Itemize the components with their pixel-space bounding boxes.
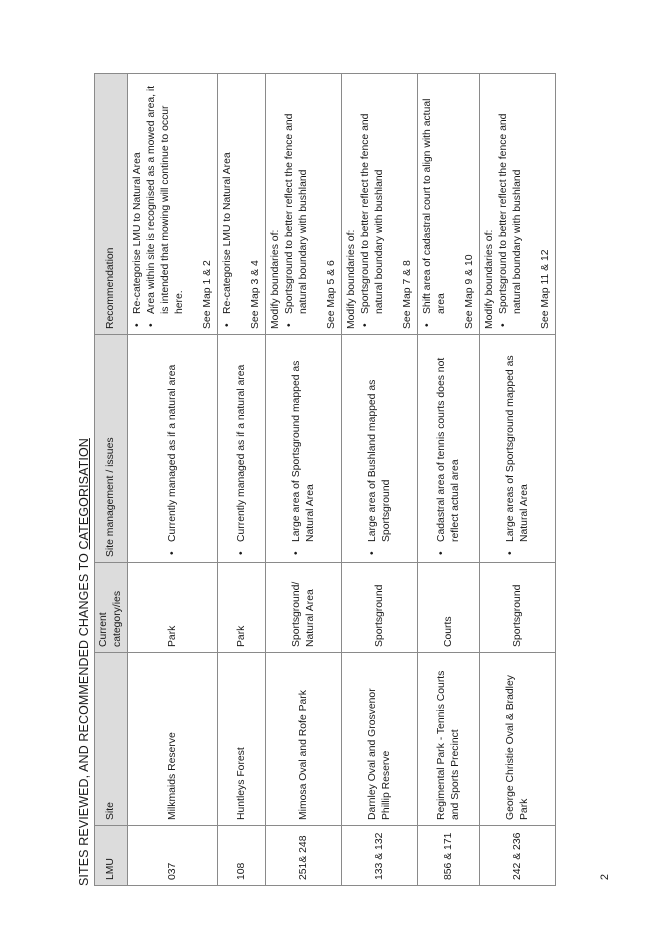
cell-category: Park [218, 563, 266, 653]
title-text: SITES REVIEWED, AND RECOMMENDED CHANGES TO [77, 549, 91, 886]
issues-list [504, 340, 532, 557]
cell-site: Darnley Oval and Grosvenor Phillip Reserve [342, 653, 418, 826]
cell-issues [342, 335, 418, 563]
see-map-ref: See Map 7 & 8 [402, 260, 413, 329]
rec-list [221, 79, 235, 329]
rec-list [131, 79, 187, 329]
issue-item: • Large area of Bushland mapped as Sportsground [366, 340, 394, 542]
see-map-ref: See Map 3 & 4 [250, 260, 261, 329]
header-row [95, 74, 128, 886]
rec-item: • Re-categorise LMU to Natural Area [221, 79, 235, 314]
page-number: 2 [599, 873, 612, 881]
issues-list [435, 340, 463, 557]
header-site: Site [95, 653, 128, 826]
cell-lmu: 251& 248 [266, 826, 342, 886]
rec-item: • Sportsground to better reflect the fence and natural boundary with bushland [497, 79, 525, 314]
title-underlined: CATEGORISATION [77, 438, 91, 550]
rec-item: • Sportsground to better reflect the fence and natural boundary with bushland [359, 79, 387, 314]
issue-item: • Large areas of Sportsground mapped as Natural Area [504, 340, 532, 542]
cell-site: George Christie Oval & Bradley Park [480, 653, 556, 826]
rec-list [359, 79, 387, 329]
issue-item: • Large area of Sportsground mapped as Natural Area [290, 340, 318, 542]
cell-recommendation [218, 74, 266, 335]
header-category: Current category/ies [95, 563, 128, 653]
issues-list [166, 340, 180, 557]
cell-site: Mimosa Oval and Rofe Park [266, 653, 342, 826]
cell-site: Huntleys Forest [218, 653, 266, 826]
see-map-ref: See Map 5 & 6 [326, 260, 337, 329]
table-row [480, 74, 556, 886]
see-map-ref: See Map 9 & 10 [464, 254, 475, 329]
cell-issues [266, 335, 342, 563]
issue-item: • Currently managed as if a natural area [166, 340, 180, 542]
cell-recommendation [418, 74, 480, 335]
table-row [342, 74, 418, 886]
rec-intro: Modify boundaries of: [346, 229, 357, 329]
cell-recommendation [128, 74, 218, 335]
rec-item: • Re-categorise LMU to Natural Area [131, 79, 145, 314]
cell-site: Regimental Park - Tennis Courts and Sports Precinct [418, 653, 480, 826]
rec-list [421, 79, 449, 329]
section-title [76, 438, 94, 886]
header-issues: Site management / issues [95, 335, 128, 563]
rec-list [283, 79, 311, 329]
cell-lmu: 133 & 132 [342, 826, 418, 886]
cell-lmu: 242 & 236 [480, 826, 556, 886]
rotated-sheet [76, 74, 551, 886]
cell-lmu: 037 [128, 826, 218, 886]
cell-lmu: 856 & 171 [418, 826, 480, 886]
issues-list [366, 340, 394, 557]
see-map-ref: See Map 11 & 12 [540, 249, 551, 329]
cell-category: Courts [418, 563, 480, 653]
rec-intro: Modify boundaries of: [484, 229, 495, 329]
sites-table [94, 73, 556, 886]
rec-item: • Sportsground to better reflect the fence and natural boundary with bushland [283, 79, 311, 314]
issue-item: • Cadastral area of tennis courts does not reflect actual area [435, 340, 463, 542]
cell-recommendation [266, 74, 342, 335]
see-map-ref: See Map 1 & 2 [202, 260, 213, 329]
cell-issues [218, 335, 266, 563]
issues-list [290, 340, 318, 557]
table-row [266, 74, 342, 886]
cell-recommendation [342, 74, 418, 335]
rec-item: • Shift area of cadastral court to align with actual area [421, 79, 449, 314]
cell-category: Park [128, 563, 218, 653]
rec-intro: Modify boundaries of: [270, 229, 281, 329]
cell-category: Sportsground/ Natural Area [266, 563, 342, 653]
header-recommendation: Recommendation [95, 74, 128, 335]
table-row [128, 74, 218, 886]
cell-category: Sportsground [480, 563, 556, 653]
cell-issues [418, 335, 480, 563]
issue-item: • Currently managed as if a natural area [235, 340, 249, 542]
cell-site: Milkmaids Reserve [128, 653, 218, 826]
cell-category: Sportsground [342, 563, 418, 653]
header-lmu: LMU [95, 826, 128, 886]
table-row [218, 74, 266, 886]
rec-item: • Area within site is recognised as a mowed area, it is intended that mowing will continue to occur here. [145, 79, 187, 314]
cell-issues [128, 335, 218, 563]
table-row [418, 74, 480, 886]
cell-recommendation [480, 74, 556, 335]
issues-list [235, 340, 249, 557]
cell-lmu: 108 [218, 826, 266, 886]
rec-list [497, 79, 525, 329]
cell-issues [480, 335, 556, 563]
